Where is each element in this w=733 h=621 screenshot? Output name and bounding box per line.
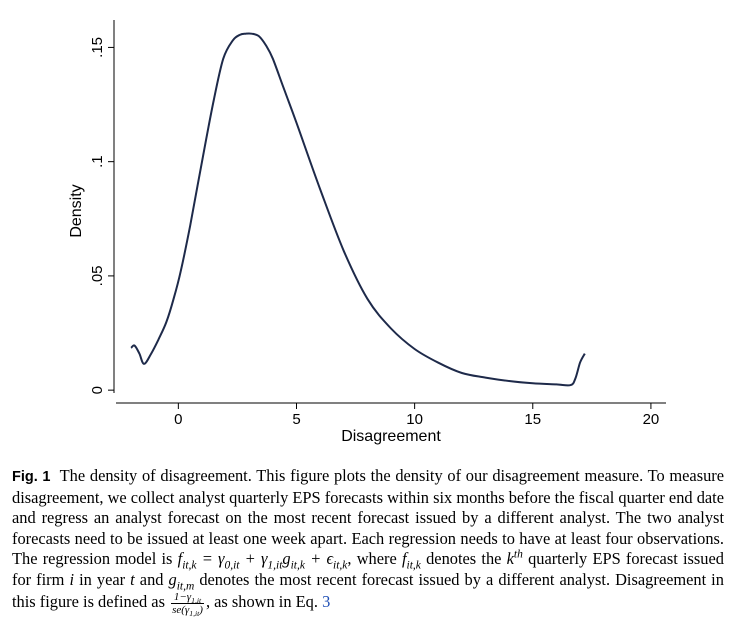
- x-axis-label: Disagreement: [341, 428, 441, 445]
- disagreement-fraction: $\frac{1-\gamma_{1,it}}{se(\gamma_{1,it})}$: [172, 590, 203, 618]
- x-tick-label: 10: [406, 411, 423, 428]
- x-tick-label: 5: [292, 411, 301, 428]
- symbol-g: $g_{it,m}$: [168, 569, 195, 593]
- caption-text-3: denotes the: [426, 549, 502, 569]
- symbol-kth: $k^{th}$: [506, 548, 523, 569]
- symbol-i: i: [69, 569, 75, 589]
- x-tick-label: 0: [174, 411, 183, 428]
- x-tick-label: 15: [524, 411, 542, 428]
- caption-text-6: and: [139, 569, 164, 589]
- caption-text-5: in year: [79, 569, 126, 589]
- caption-text-7: denotes the most recent forecast issued by a different analyst. Disagreement in this figure is defined as: [12, 569, 724, 611]
- y-tick-label: 0: [89, 385, 106, 395]
- y-ticks: [89, 37, 114, 394]
- figure-label: Fig. 1: [12, 469, 51, 485]
- caption-text-8: , as shown in Eq.: [205, 591, 318, 611]
- y-tick-label: .1: [89, 155, 106, 168]
- regression-equation: $f_{it,k} = \gamma_{0,it} + \gamma_{1,it}g_{it,k} + \epsilon_{it,k}$: [177, 549, 348, 572]
- caption-text-4: quarterly EPS forecast issued for firm: [12, 549, 724, 589]
- density-line: [131, 33, 585, 385]
- x-tick-label: 20: [642, 411, 660, 428]
- y-axis-label: Density: [68, 184, 85, 238]
- y-tick-label: .05: [89, 265, 106, 287]
- x-ticks: [174, 403, 659, 428]
- symbol-f: $f_{it,k}$: [401, 549, 421, 572]
- y-tick-label: .15: [89, 36, 106, 58]
- caption-text-1: The density of disagreement. This figure plots the density of our disagreement measure. To measure disagreement, we collect analyst quarterly EPS forecasts within six months before the fiscal quarter end date and regress an analyst forecast on the most recent forecast issued by a different analyst. The two analyst forecasts need to be issued at least one week apart. Each regression needs to have at least four observations. The regression model is: [12, 466, 724, 569]
- equation-reference-link[interactable]: 3: [322, 591, 331, 611]
- figure-caption: Fig. 1 The density of disagreement. This figure plots the density of our disagreement measure. To measure disagreement, we collect analyst quarterly EPS forecasts within six months before the fiscal quarter end date and regress an analyst forecast on the most recent forecast issued by a different analyst. The two analyst forecasts need to be issued at least one week apart. Each regression needs to have at least four observations. The regression model is $f_{it,k} = \gamma_{0,it} + \gamma_{1,it}g_{it,k} + \epsilon_{it,k}$, where $f_{it,k}$ denotes the $k^{th}$ quarterly EPS forecast issued for firm i in year t and $g_{it,m}$ denotes the most recent forecast issued by a different analyst. Disagreement in this figure is defined as $\frac{1-\gamma_{1,it}}{se(\gamma_{1,it})}$ , as shown in Eq. 3: [12, 466, 724, 618]
- caption-text-2: where: [356, 549, 397, 569]
- symbol-t: t: [130, 569, 135, 589]
